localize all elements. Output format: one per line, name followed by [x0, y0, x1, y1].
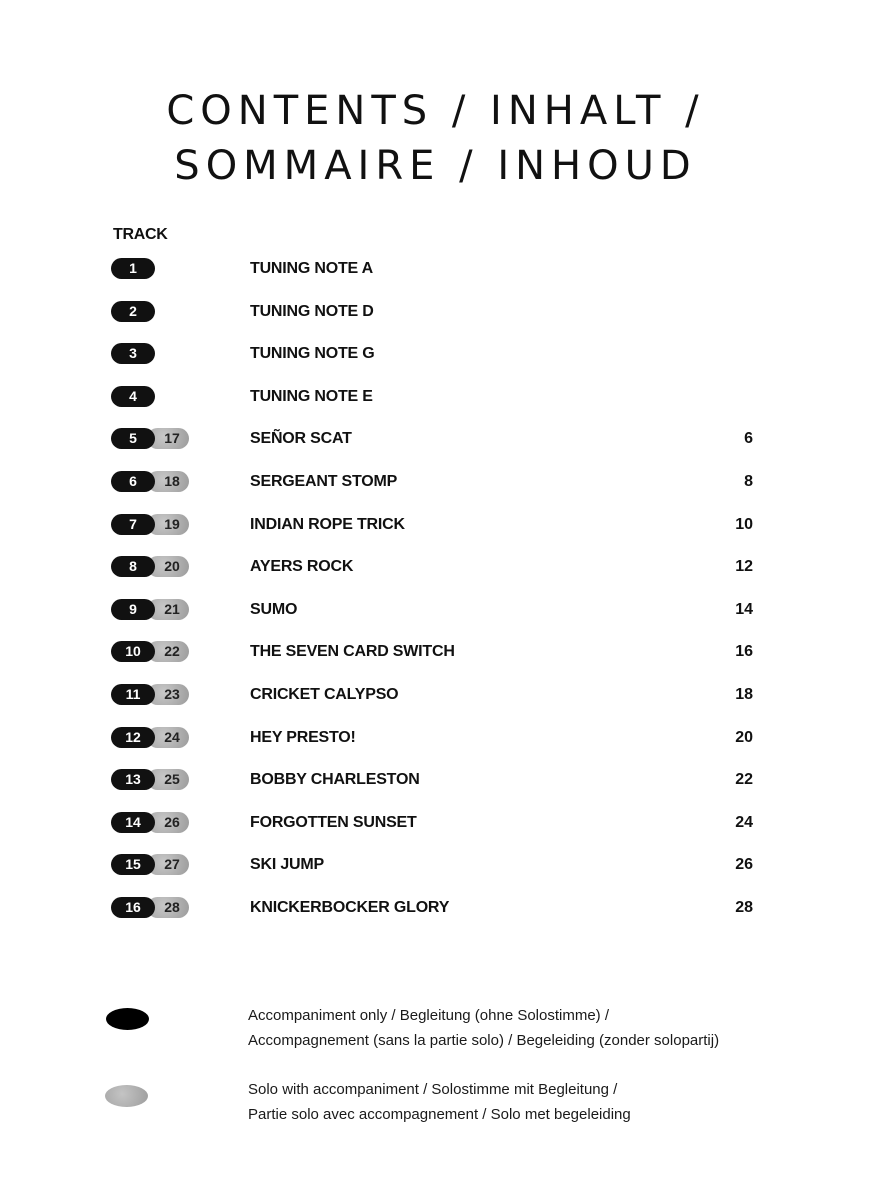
page-number: 28 [735, 899, 753, 916]
song-title: SKI JUMP [250, 856, 324, 874]
solo-track-badge: 19 [147, 514, 189, 535]
contents-row [0, 641, 871, 665]
page-number: 8 [744, 473, 753, 490]
contents-row [0, 812, 871, 836]
song-title: AYERS ROCK [250, 558, 354, 576]
legend-accompaniment-line-2: Accompagnement (sans la partie solo) / Begeleiding (zonder solopartij) [248, 1032, 720, 1049]
contents-row [0, 258, 871, 282]
accompaniment-track-badge: 8 [111, 556, 155, 577]
accompaniment-badge-icon [106, 1008, 149, 1030]
accompaniment-track-badge: 1 [111, 258, 155, 279]
legend-accompaniment [248, 1003, 719, 1053]
accompaniment-track-badge: 5 [111, 428, 155, 449]
legend-solo [248, 1077, 631, 1127]
solo-track-badge: 22 [147, 641, 189, 662]
accompaniment-track-badge: 6 [111, 471, 155, 492]
track-column-header: TRACK [113, 226, 168, 243]
accompaniment-track-badge: 9 [111, 599, 155, 620]
page-number: 12 [735, 558, 753, 576]
accompaniment-track-badge: 12 [111, 727, 155, 748]
accompaniment-track-badge: 15 [111, 854, 155, 875]
solo-track-badge: 18 [147, 471, 189, 492]
page-number: 20 [735, 728, 753, 746]
contents-row [0, 599, 871, 623]
legend-solo-line-1: Solo with accompaniment / Solostimme mit Begleitung / [248, 1081, 618, 1098]
contents-row [0, 684, 871, 708]
accompaniment-track-badge: 3 [111, 343, 155, 364]
song-title: TUNING NOTE G [250, 345, 375, 363]
accompaniment-track-badge: 11 [111, 684, 155, 705]
contents-row [0, 727, 871, 751]
song-title: BOBBY CHARLESTON [250, 771, 420, 789]
page-title-line-2: SOMMAIRE / INHOUD [174, 143, 697, 189]
legend-solo-line-2: Partie solo avec accompagnement / Solo met begeleiding [248, 1106, 631, 1123]
contents-row [0, 854, 871, 878]
solo-track-badge: 17 [147, 428, 189, 449]
page-title-line-1: CONTENTS / INHALT / [166, 88, 705, 134]
song-title: SEÑOR SCAT [250, 430, 352, 448]
contents-row [0, 386, 871, 410]
solo-track-badge: 26 [147, 812, 189, 833]
song-title: TUNING NOTE A [250, 260, 374, 277]
page-number: 14 [735, 600, 753, 618]
contents-row [0, 343, 871, 367]
song-title: INDIAN ROPE TRICK [250, 515, 405, 533]
accompaniment-track-badge: 16 [111, 897, 155, 918]
page-number: 22 [735, 771, 753, 789]
song-title: THE SEVEN CARD SWITCH [250, 643, 455, 661]
song-title: FORGOTTEN SUNSET [250, 813, 417, 831]
contents-row [0, 428, 871, 452]
accompaniment-track-badge: 2 [111, 301, 155, 322]
contents-row [0, 301, 871, 325]
accompaniment-track-badge: 7 [111, 514, 155, 535]
song-title: HEY PRESTO! [250, 728, 356, 746]
solo-track-badge: 20 [147, 556, 189, 577]
contents-row [0, 769, 871, 793]
accompaniment-track-badge: 14 [111, 812, 155, 833]
contents-row [0, 897, 871, 921]
song-title: KNICKERBOCKER GLORY [250, 899, 450, 916]
contents-row [0, 471, 871, 495]
solo-track-badge: 24 [147, 727, 189, 748]
page-number: 26 [735, 856, 753, 874]
song-title: TUNING NOTE E [250, 387, 373, 405]
song-title: TUNING NOTE D [250, 302, 374, 320]
page-number: 24 [735, 813, 753, 831]
accompaniment-track-badge: 13 [111, 769, 155, 790]
solo-track-badge: 28 [147, 897, 189, 918]
accompaniment-track-badge: 10 [111, 641, 155, 662]
song-title: SUMO [250, 600, 298, 618]
solo-track-badge: 21 [147, 599, 189, 620]
solo-track-badge: 23 [147, 684, 189, 705]
solo-track-badge: 27 [147, 854, 189, 875]
solo-track-badge: 25 [147, 769, 189, 790]
song-title: CRICKET CALYPSO [250, 686, 399, 703]
page-number: 18 [735, 686, 753, 703]
contents-row [0, 514, 871, 538]
legend-accompaniment-line-1: Accompaniment only / Begleitung (ohne Solostimme) / [248, 1007, 610, 1024]
page-number: 16 [735, 643, 753, 661]
page-number: 10 [735, 515, 753, 533]
accompaniment-track-badge: 4 [111, 386, 155, 407]
page-number: 6 [744, 430, 753, 448]
solo-badge-icon [105, 1085, 148, 1107]
song-title: SERGEANT STOMP [250, 473, 398, 490]
contents-row [0, 556, 871, 580]
